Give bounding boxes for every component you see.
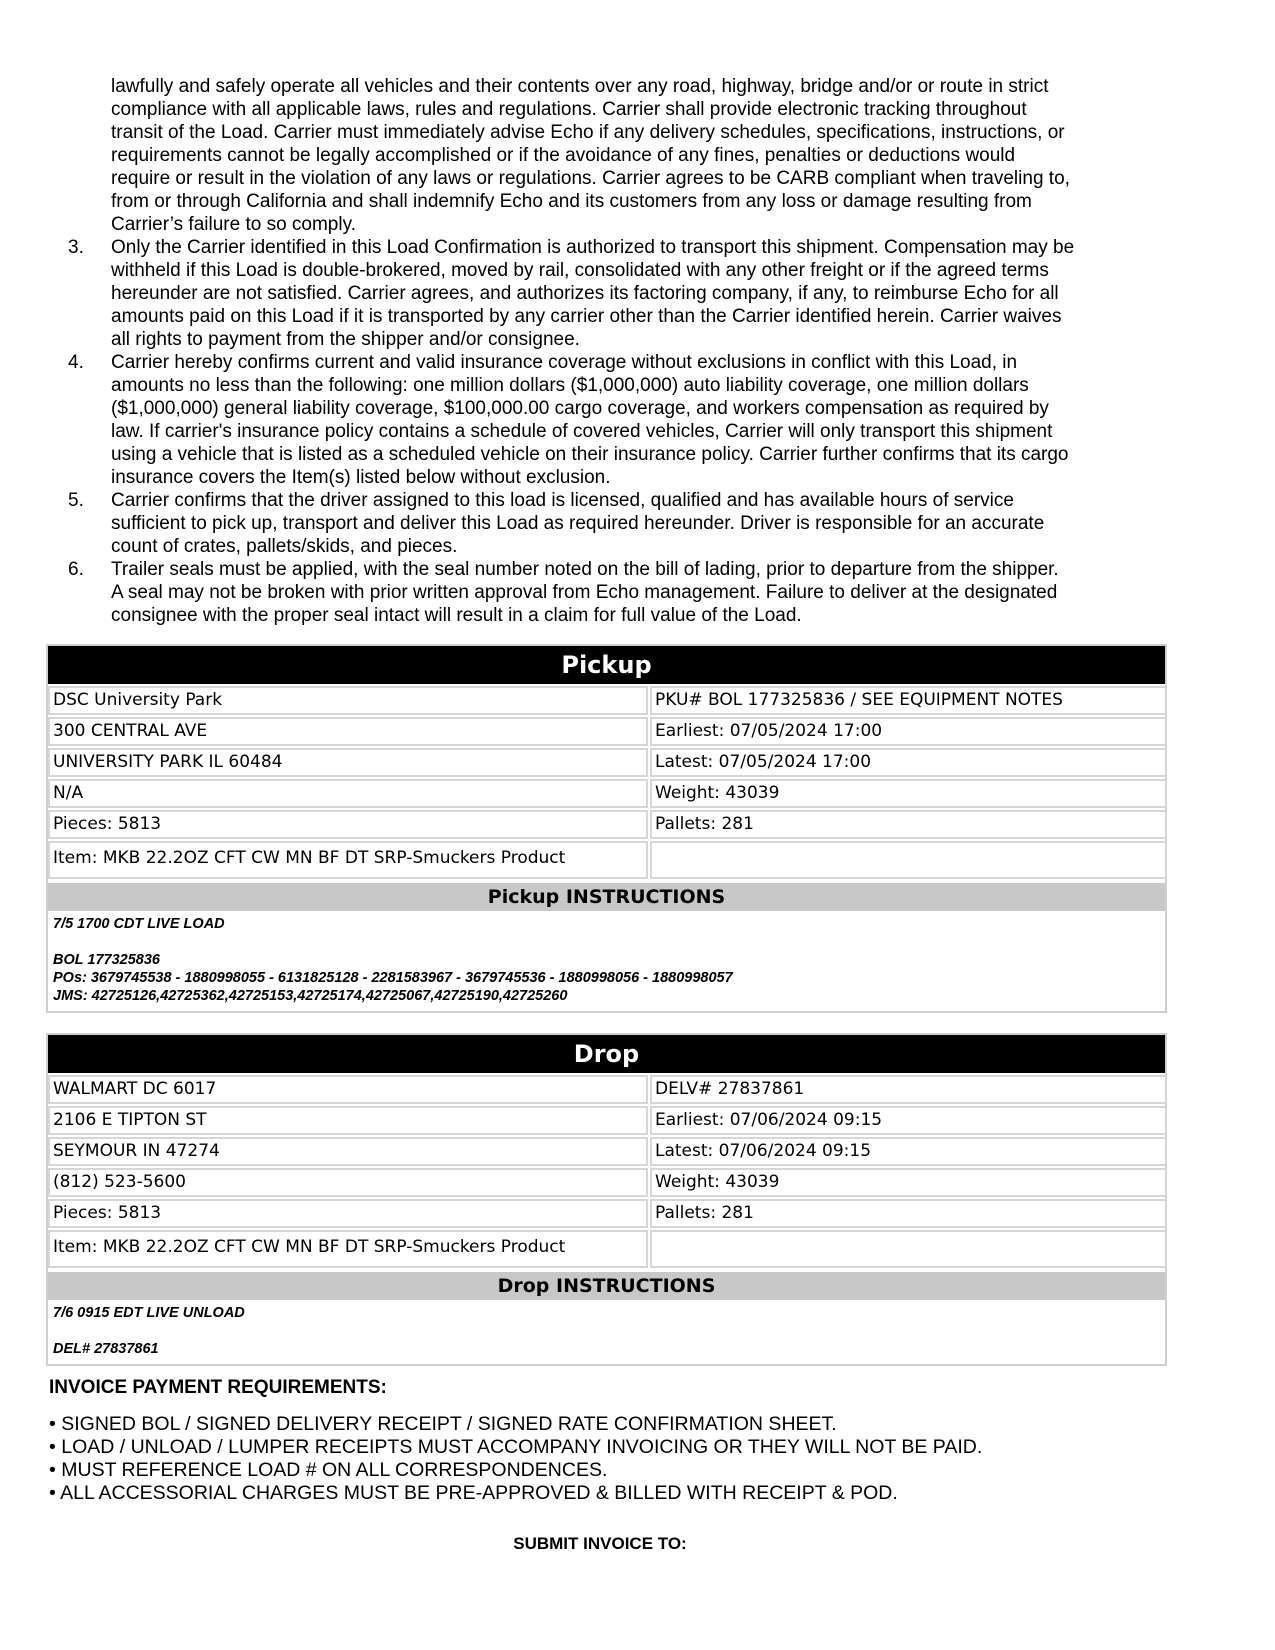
term-6 xyxy=(68,558,1178,627)
table-row xyxy=(48,1075,1165,1104)
term-line: requirements cannot be legally accomplished or if the avoidance of any fines, penalties or deductions would xyxy=(111,145,1016,166)
instruction-line: BOL 177325836 xyxy=(53,952,160,968)
term-line: lawfully and safely operate all vehicles and their contents over any road, highway, bridge and/or or route in strict xyxy=(111,76,1049,97)
drop-weight: Weight: 43039 xyxy=(650,1168,1167,1197)
instruction-line: DEL# 27837861 xyxy=(53,1341,159,1357)
pickup-pallets: Pallets: 281 xyxy=(650,810,1167,839)
pickup-phone: N/A xyxy=(48,779,648,808)
table-row xyxy=(48,686,1165,715)
table-row xyxy=(48,1199,1165,1228)
spacer xyxy=(53,933,1161,951)
drop-street: 2106 E TIPTON ST xyxy=(48,1106,648,1135)
term-line: Carrier hereby confirms current and valid insurance coverage without exclusions in conflict with this Load, in xyxy=(111,352,1018,373)
term-line: from or through California and shall indemnify Echo and its customers from any loss or damage resulting from xyxy=(111,191,1032,212)
instruction-line: JMS: 42725126,42725362,42725153,42725174,42725067,42725190,42725260 xyxy=(53,988,568,1004)
term-line: Only the Carrier identified in this Load Confirmation is authorized to transport this shipment. Compensation may be xyxy=(111,237,1075,258)
drop-location-name: WALMART DC 6017 xyxy=(48,1075,648,1104)
table-row xyxy=(48,1137,1165,1166)
instruction-line: 7/5 1700 CDT LIVE LOAD xyxy=(53,916,225,932)
term-line: amounts no less than the following: one million dollars ($1,000,000) auto liability coverage, one million dollars xyxy=(111,375,1029,396)
term-line: require or result in the violation of any laws or regulations. Carrier agrees to be CARB compliant when traveling to, xyxy=(111,168,1070,189)
term-5 xyxy=(68,489,1178,558)
table-row xyxy=(48,810,1165,839)
term-number: 4. xyxy=(68,352,84,373)
term-line: Trailer seals must be applied, with the seal number noted on the bill of lading, prior to departure from the shipper. xyxy=(111,559,1059,580)
table-row xyxy=(48,779,1165,808)
list-item: • SIGNED BOL / SIGNED DELIVERY RECEIPT / SIGNED RATE CONFIRMATION SHEET. xyxy=(49,1413,837,1435)
term-line: Carrier confirms that the driver assigned to this load is licensed, qualified and has available hours of service xyxy=(111,490,1014,511)
term-line: amounts paid on this Load if it is transported by any carrier other than the Carrier identified herein. Carrier waives xyxy=(111,306,1062,327)
table-row xyxy=(48,1230,1165,1268)
drop-pallets: Pallets: 281 xyxy=(650,1199,1167,1228)
term-line: sufficient to pick up, transport and deliver this Load as required hereunder. Driver is responsible for an accurate xyxy=(111,513,1045,534)
term-line: insurance covers the Item(s) listed below without exclusion. xyxy=(111,467,611,488)
pickup-item: Item: MKB 22.2OZ CFT CW MN BF DT SRP-Smuckers Product xyxy=(48,841,648,879)
term-line: law. If carrier's insurance policy contains a schedule of covered vehicles, Carrier will only transport this shipment xyxy=(111,421,1053,442)
term-3 xyxy=(68,236,1178,351)
term-line: transit of the Load. Carrier must immediately advise Echo if any delivery schedules, specifications, instructions, or xyxy=(111,122,1065,143)
submit-invoice-heading: SUBMIT INVOICE TO: xyxy=(513,1534,687,1553)
term-number: 6. xyxy=(68,559,84,580)
pickup-city: UNIVERSITY PARK IL 60484 xyxy=(48,748,648,777)
list-item: • MUST REFERENCE LOAD # ON ALL CORRESPONDENCES. xyxy=(49,1459,608,1481)
drop-city: SEYMOUR IN 47274 xyxy=(48,1137,648,1166)
instruction-line: 7/6 0915 EDT LIVE UNLOAD xyxy=(53,1305,245,1321)
pickup-instructions-header: Pickup INSTRUCTIONS xyxy=(48,883,1165,911)
pickup-weight: Weight: 43039 xyxy=(650,779,1167,808)
pickup-section xyxy=(46,644,1167,1013)
pickup-latest: Latest: 07/05/2024 17:00 xyxy=(650,748,1167,777)
term-line: using a vehicle that is listed as a scheduled vehicle on their insurance policy. Carrier further confirms that its cargo xyxy=(111,444,1069,465)
term-line: all rights to payment from the shipper and/or consignee. xyxy=(111,329,580,350)
invoice-title: INVOICE PAYMENT REQUIREMENTS: xyxy=(49,1377,387,1398)
pickup-location-name: DSC University Park xyxy=(48,686,648,715)
drop-phone: (812) 523-5600 xyxy=(48,1168,648,1197)
pickup-earliest: Earliest: 07/05/2024 17:00 xyxy=(650,717,1167,746)
list-item: • ALL ACCESSORIAL CHARGES MUST BE PRE-APPROVED & BILLED WITH RECEIPT & POD. xyxy=(49,1482,898,1504)
drop-item: Item: MKB 22.2OZ CFT CW MN BF DT SRP-Smuckers Product xyxy=(48,1230,648,1268)
pickup-reference: PKU# BOL 177325836 / SEE EQUIPMENT NOTES xyxy=(650,686,1167,715)
empty-cell xyxy=(650,841,1167,879)
drop-instructions xyxy=(48,1300,1165,1364)
pickup-street: 300 CENTRAL AVE xyxy=(48,717,648,746)
term-line: A seal may not be broken with prior written approval from Echo management. Failure to deliver at the designated xyxy=(111,582,1058,603)
drop-instructions-header: Drop INSTRUCTIONS xyxy=(48,1272,1165,1300)
term-number: 5. xyxy=(68,490,84,511)
term-line: hereunder are not satisfied. Carrier agrees, and authorizes its factoring company, if any, to reimburse Echo for all xyxy=(111,283,1059,304)
term-2-continuation xyxy=(68,75,1178,236)
pickup-instructions xyxy=(48,911,1165,1011)
table-row xyxy=(48,717,1165,746)
table-row xyxy=(48,841,1165,879)
drop-reference: DELV# 27837861 xyxy=(650,1075,1167,1104)
spacer xyxy=(53,1322,1161,1340)
term-line: ($1,000,000) general liability coverage, $100,000.00 cargo coverage, and workers compensation as required by xyxy=(111,398,1049,419)
drop-latest: Latest: 07/06/2024 09:15 xyxy=(650,1137,1167,1166)
pickup-header: Pickup xyxy=(48,646,1165,684)
term-number: 3. xyxy=(68,237,84,258)
list-item: • LOAD / UNLOAD / LUMPER RECEIPTS MUST ACCOMPANY INVOICING OR THEY WILL NOT BE PAID. xyxy=(49,1436,983,1458)
drop-section xyxy=(46,1033,1167,1366)
empty-cell xyxy=(650,1230,1167,1268)
term-line: count of crates, pallets/skids, and pieces. xyxy=(111,536,458,557)
term-line: consignee with the proper seal intact will result in a claim for full value of the Load. xyxy=(111,605,802,626)
drop-pieces: Pieces: 5813 xyxy=(48,1199,648,1228)
drop-header: Drop xyxy=(48,1035,1165,1073)
table-row xyxy=(48,748,1165,777)
instruction-line: POs: 3679745538 - 1880998055 - 6131825128 - 2281583967 - 3679745536 - 1880998056 - 1880998057 xyxy=(53,970,733,986)
table-row xyxy=(48,1168,1165,1197)
pickup-pieces: Pieces: 5813 xyxy=(48,810,648,839)
term-line: compliance with all applicable laws, rules and regulations. Carrier shall provide electronic tracking throughout xyxy=(111,99,1027,120)
drop-earliest: Earliest: 07/06/2024 09:15 xyxy=(650,1106,1167,1135)
invoice-requirements xyxy=(49,1377,982,1505)
term-line: withheld if this Load is double-brokered, moved by rail, consolidated with any other freight or if the agreed terms xyxy=(111,260,1049,281)
table-row xyxy=(48,1106,1165,1135)
term-line: Carrier’s failure to so comply. xyxy=(111,214,356,235)
terms-list xyxy=(68,75,1178,627)
term-4 xyxy=(68,351,1178,489)
